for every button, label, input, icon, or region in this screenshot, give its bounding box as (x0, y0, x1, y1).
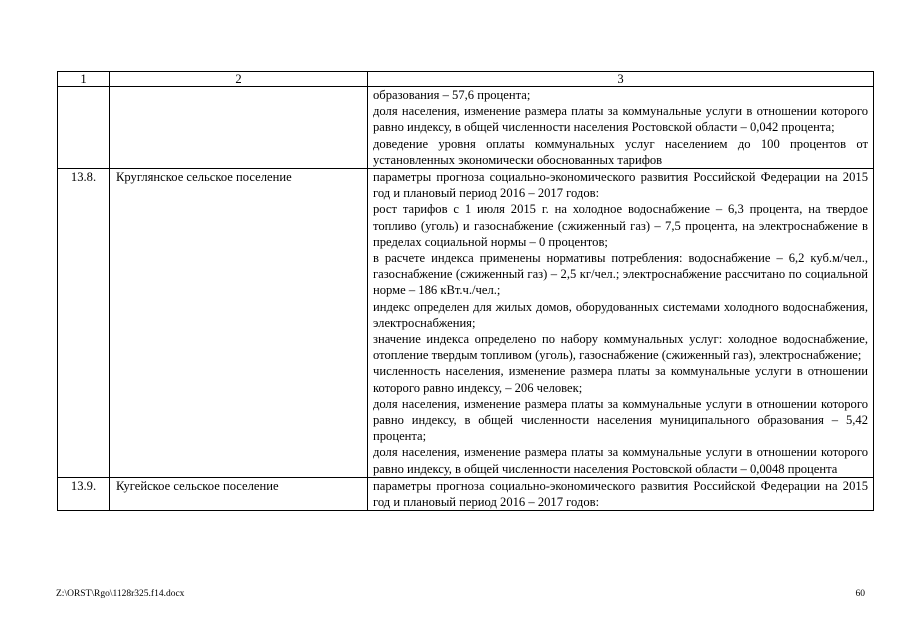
row-details (368, 87, 874, 169)
detail-paragraph: рост тарифов с 1 июля 2015 г. на холодное водоснабжение – 6,3 процента, на твердое топливо (уголь) и газоснабжение (сжиженный газ) – 7,5 процента, на электроснабжение в пределах социальной нормы – 0 процентов; (373, 202, 868, 249)
detail-paragraph: индекс определен для жилых домов, оборудованных системами холодного водоснабжения, электроснабжения; (373, 299, 868, 330)
row-number: 13.9. (58, 477, 110, 510)
page-number: 60 (855, 589, 865, 599)
detail-paragraph: параметры прогноза социально-экономического развития Российской Федерации на 2015 год и плановый период 2016 – 2017 годов: (373, 170, 868, 201)
footer-file-path: Z:\ORST\Rgo\1128r325.f14.docx (56, 589, 185, 599)
header-col-1: 1 (58, 72, 110, 87)
detail-paragraph: доля населения, изменение размера платы за коммунальные услуги в отношении которого равно индексу, в общей численности населения Ростовской области – 0,0048 процента (373, 445, 868, 476)
header-col-2: 2 (110, 72, 368, 87)
detail-paragraph: образования – 57,6 процента; (373, 88, 531, 102)
tariff-table (57, 71, 874, 511)
detail-paragraph: доведение уровня оплаты коммунальных услуг населением до 100 процентов от установленных экономически обоснованных тарифов (373, 136, 868, 167)
row-number (58, 87, 110, 169)
detail-paragraph: в расчете индекса применены нормативы потребления: водоснабжение – 6,2 куб.м/чел., газоснабжение (сжиженный газ) – 2,5 кг/чел.; электроснабжение рассчитано по социальной норме – 186 кВт.ч./чел.; (373, 251, 868, 298)
table-row (58, 169, 874, 478)
table-row (58, 477, 874, 510)
header-col-3: 3 (368, 72, 874, 87)
detail-paragraph: значение индекса определено по набору коммунальных услуг: холодное водоснабжение, отопление твердым топливом (уголь), газоснабжение (сжиженный газ), электроснабжение; (373, 332, 868, 363)
table-header-row (58, 72, 874, 87)
row-details (368, 169, 874, 478)
settlement-name: Кугейское сельское поселение (110, 477, 368, 510)
table-row (58, 87, 874, 169)
settlement-name: Круглянское сельское поселение (110, 169, 368, 478)
detail-paragraph: параметры прогноза социально-экономического развития Российской Федерации на 2015 год и плановый период 2016 – 2017 годов: (373, 478, 868, 510)
row-number: 13.8. (58, 169, 110, 478)
row-details (368, 477, 874, 510)
detail-paragraph: доля населения, изменение размера платы за коммунальные услуги в отношении которого равно индексу, в общей численности населения Ростовской области – 0,042 процента; (373, 104, 868, 135)
settlement-name (110, 87, 368, 169)
detail-paragraph: численность населения, изменение размера платы за коммунальные услуги в отношении которого равно индексу, – 206 человек; (373, 364, 868, 395)
detail-paragraph: доля населения, изменение размера платы за коммунальные услуги в отношении которого равно индексу, в общей численности населения муниципального образования – 5,42 процента; (373, 396, 868, 444)
